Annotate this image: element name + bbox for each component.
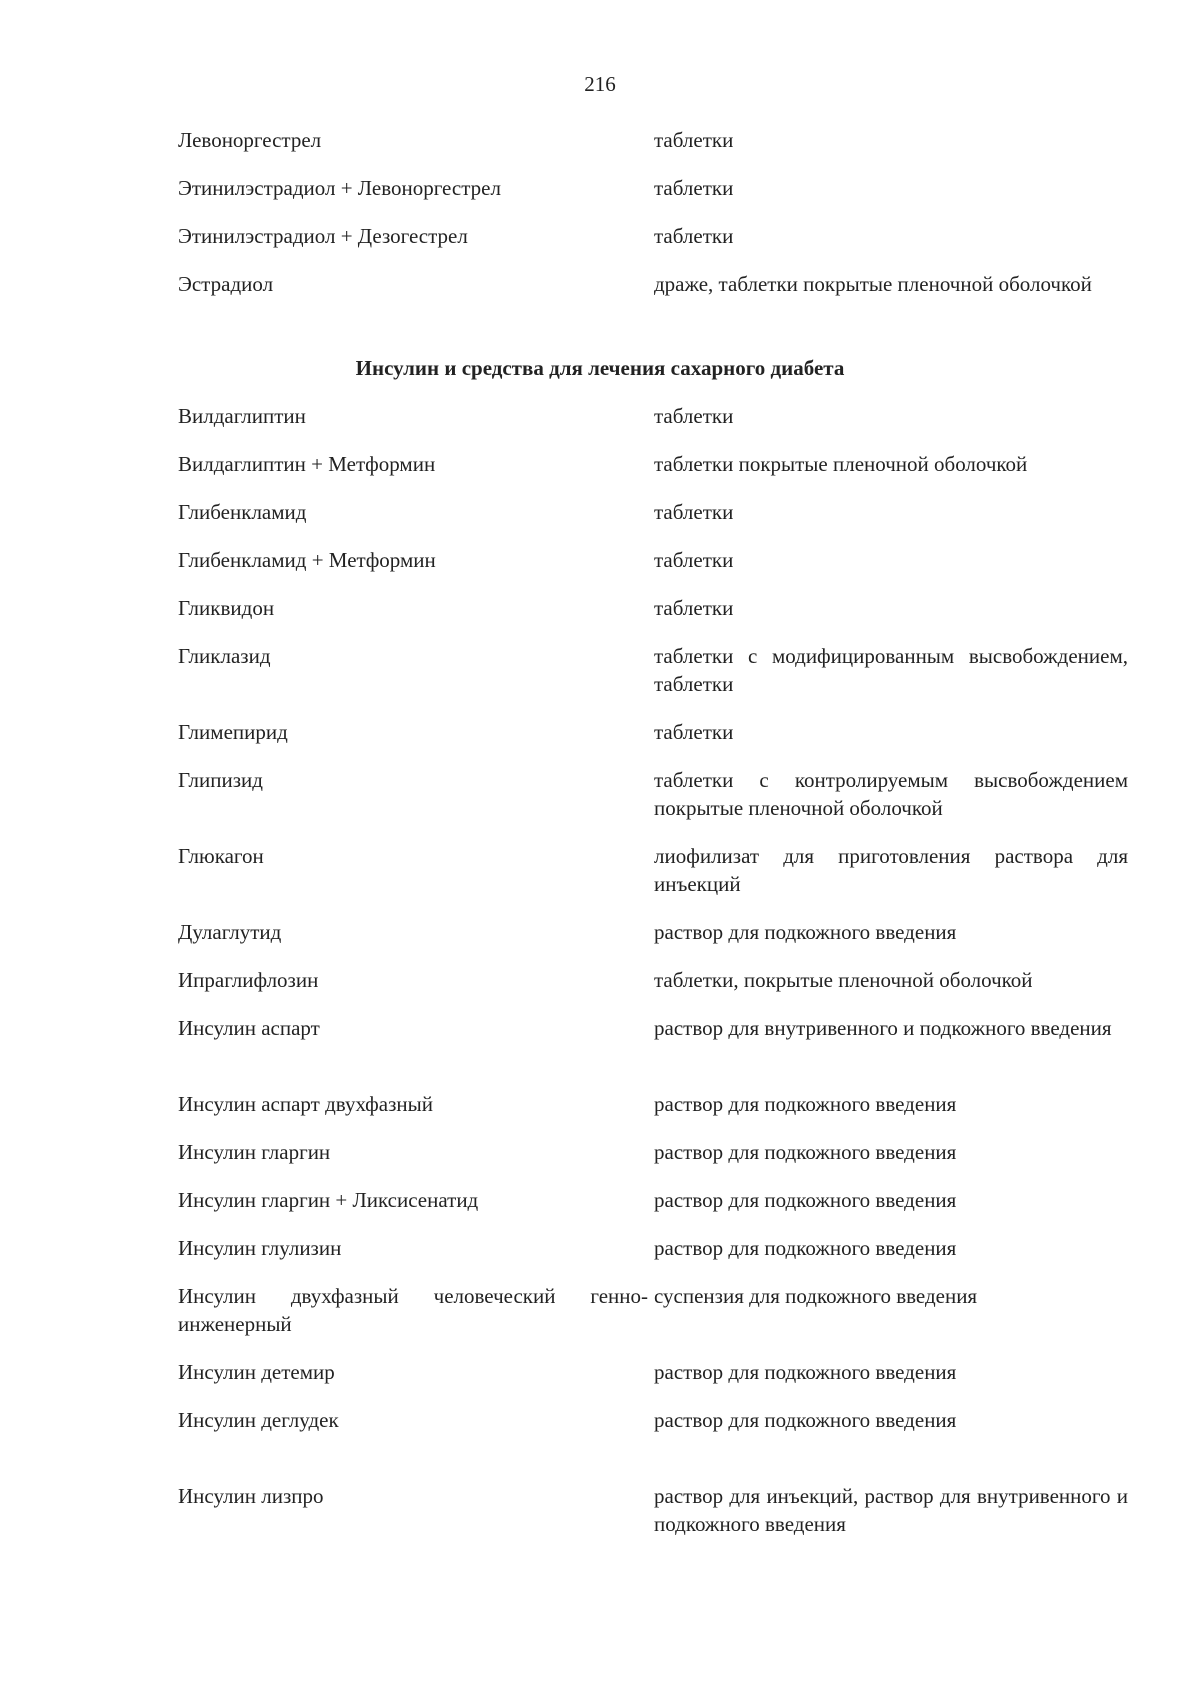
- dosage-form: раствор для подкожного введения: [654, 1092, 957, 1116]
- dosage-form: раствор для подкожного введения: [654, 1140, 957, 1164]
- drug-name: Гликвидон: [178, 596, 275, 620]
- drug-name: Ипраглифлозин: [178, 968, 319, 992]
- dosage-form: раствор для подкожного введения: [654, 1360, 957, 1384]
- drug-name: Левоноргестрел: [178, 128, 322, 152]
- dosage-form: раствор для инъекций, раствор для внутривенного и подкожного введения: [654, 1484, 1128, 1536]
- dosage-form: таблетки с модифицированным высвобождением, таблетки: [654, 644, 1128, 696]
- dosage-form: таблетки: [654, 224, 734, 248]
- drug-name: Инсулин глулизин: [178, 1236, 342, 1260]
- page-number: 216: [584, 72, 616, 96]
- drug-name: Этинилэстрадиол + Левоноргестрел: [178, 176, 501, 200]
- drug-name: Инсулин лизпро: [178, 1484, 324, 1508]
- drug-name: Инсулин двухфазный человеческий генно-инженерный: [178, 1284, 648, 1336]
- dosage-form: таблетки: [654, 720, 734, 744]
- dosage-form: таблетки покрытые пленочной оболочкой: [654, 452, 1028, 476]
- drug-name: Инсулин деглудек: [178, 1408, 339, 1432]
- dosage-form: лиофилизат для приготовления раствора для инъекций: [654, 844, 1128, 896]
- dosage-form: таблетки: [654, 548, 734, 572]
- drug-name: Глибенкламид: [178, 500, 307, 524]
- drug-name: Глимепирид: [178, 720, 288, 744]
- dosage-form: раствор для внутривенного и подкожного введения: [654, 1016, 1112, 1040]
- dosage-form: суспензия для подкожного введения: [654, 1284, 978, 1308]
- drug-name: Дулаглутид: [178, 920, 282, 944]
- drug-name: Глюкагон: [178, 844, 264, 868]
- drug-name: Вилдаглиптин + Метформин: [178, 452, 436, 476]
- section-heading: Инсулин и средства для лечения сахарного диабета: [355, 356, 845, 380]
- dosage-form: драже, таблетки покрытые пленочной оболочкой: [654, 272, 1092, 296]
- drug-name: Этинилэстрадиол + Дезогестрел: [178, 224, 468, 248]
- dosage-form: таблетки: [654, 500, 734, 524]
- drug-name: Инсулин аспарт двухфазный: [178, 1092, 433, 1116]
- dosage-form: раствор для подкожного введения: [654, 1188, 957, 1212]
- drug-name: Глибенкламид + Метформин: [178, 548, 436, 572]
- dosage-form: таблетки: [654, 596, 734, 620]
- dosage-form: раствор для подкожного введения: [654, 1236, 957, 1260]
- drug-name: Инсулин детемир: [178, 1360, 335, 1384]
- dosage-form: таблетки: [654, 128, 734, 152]
- dosage-form: раствор для подкожного введения: [654, 1408, 957, 1432]
- drug-name: Гликлазид: [178, 644, 271, 668]
- drug-name: Глипизид: [178, 768, 263, 792]
- drug-name: Вилдаглиптин: [178, 404, 306, 428]
- drug-name: Эстрадиол: [178, 272, 274, 296]
- dosage-form: таблетки: [654, 404, 734, 428]
- drug-name: Инсулин гларгин + Ликсисенатид: [178, 1188, 479, 1212]
- drug-name: Инсулин аспарт: [178, 1016, 320, 1040]
- dosage-form: таблетки, покрытые пленочной оболочкой: [654, 968, 1033, 992]
- dosage-form: таблетки с контролируемым высвобождением покрытые пленочной оболочкой: [654, 768, 1128, 820]
- dosage-form: таблетки: [654, 176, 734, 200]
- drug-name: Инсулин гларгин: [178, 1140, 331, 1164]
- dosage-form: раствор для подкожного введения: [654, 920, 957, 944]
